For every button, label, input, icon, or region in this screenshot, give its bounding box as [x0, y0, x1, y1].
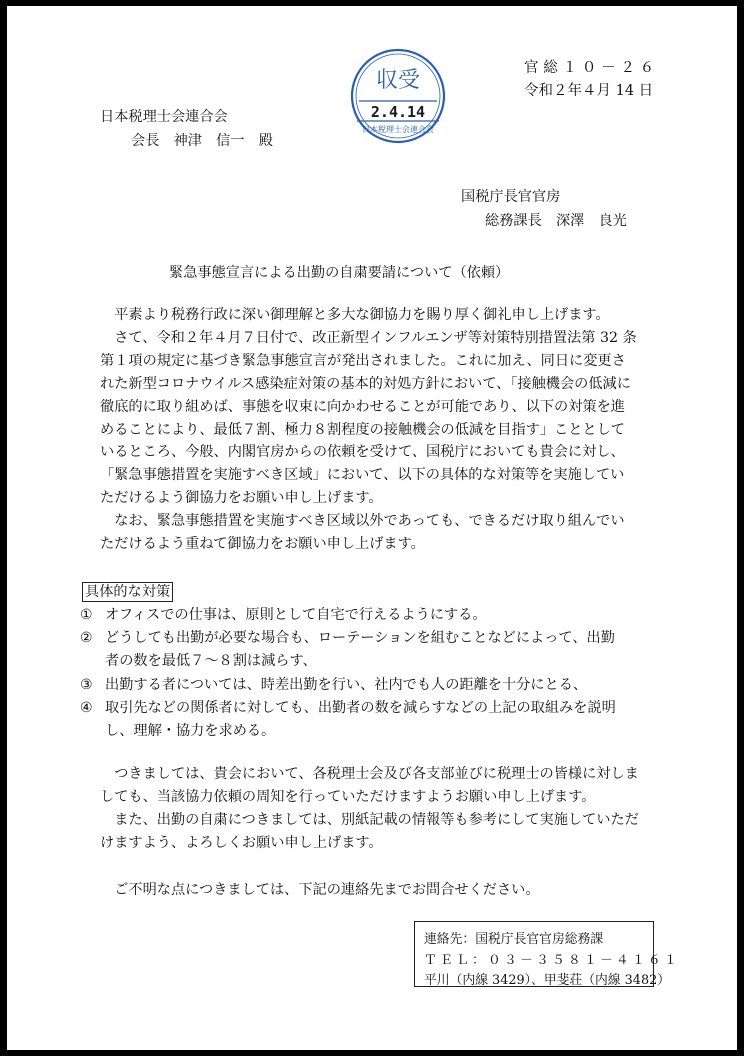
- stamp-top-text: 収受: [375, 68, 421, 93]
- closing-line: また、出勤の自粛につきましては、別紙記載の情報等も参考にして実施していただ: [100, 811, 639, 828]
- inquiry-text: [100, 879, 660, 902]
- recipient-honorific: 殿: [258, 133, 273, 149]
- body-line: れた新型コロナウイルス感染症対策の基本的対処方針において、「接触機会の低減に: [100, 375, 631, 392]
- measure-text: 出勤する者については、時差出勤を行い、社内でも人の距離を十分にとる、: [105, 676, 588, 693]
- body-line: 平素より税務行政に深い御理解と多大な御協力を賜り厚く御礼申し上げます。: [100, 307, 610, 323]
- measure-item: [80, 674, 670, 697]
- document-page: [7, 6, 737, 1050]
- body-line: いるところ、今般、内閣官房からの依頼を受けて、国税庁においても貴会に対し、: [100, 444, 625, 461]
- measure-item: [80, 604, 670, 627]
- recipient-organization: 日本税理士会連合会: [100, 109, 228, 125]
- recipient-name: 神津 信一: [173, 133, 245, 149]
- contact-label: 連絡先：国税庁長官官房総務課: [424, 932, 604, 947]
- measure-text-continued: し、理解・協力を求める。: [105, 723, 276, 740]
- body-line: 第１項の規定に基づき緊急事態宣言が発出されました。これに加え、同日に変更さ: [100, 352, 626, 369]
- body-line: さて、令和２年４月７日付で、改正新型インフルエンザ等対策特別措置法第 32 条: [100, 329, 637, 346]
- stamp-date-text: 2.4.14: [370, 103, 426, 121]
- measure-item: [80, 627, 670, 673]
- body-line: なお、緊急事態措置を実施すべき区域以外であっても、できるだけ取り組んでい: [100, 513, 625, 530]
- body-line: 「緊急事態措置を実施すべき区域」において、以下の具体的な対策等を実施してい: [100, 467, 625, 484]
- recipient-line: [131, 131, 273, 151]
- contact-persons: 平川（内線 3429）、甲斐荘（内線 3482）: [424, 973, 671, 988]
- body-line: ただけるよう重ねて御協力をお願い申し上げます。: [100, 536, 425, 553]
- measure-text: 取引先などの関係者に対しても、出勤者の数を減らすなどの上記の取組みを説明: [105, 699, 616, 716]
- measure-text-continued: 者の数を最低７～８割は減らす、: [105, 653, 317, 670]
- stamp-bottom-text: 日本税理士会連合会: [362, 125, 434, 134]
- measures-list: [80, 604, 670, 743]
- closing-line: つきましては、貴会において、各税理士会及び各支部並びに税理士の皆様に対しま: [100, 766, 639, 782]
- measure-number: ①: [80, 607, 93, 623]
- body-line: ただけるよう御協力をお願い申し上げます。: [100, 490, 383, 507]
- measure-number: ④: [80, 699, 93, 716]
- sender-department: 国税庁長官官房: [461, 189, 561, 205]
- inquiry-line: ご不明な点につきましては、下記の連絡先までお問合せください。: [100, 882, 540, 898]
- contact-box: [414, 921, 680, 988]
- document-date: 令和２年４月 14 日: [524, 83, 654, 99]
- sender-name: 総務課長 深澤 良光: [485, 213, 627, 229]
- body-paragraph: [100, 304, 660, 556]
- document-title: 緊急事態宣言による出勤の自粛要請について（依頼）: [169, 265, 510, 281]
- measure-item: [80, 697, 670, 743]
- measure-number: ②: [80, 630, 93, 647]
- closing-line: しても、当該協力依頼の周知を行っていただけますようお願い申し上げます。: [100, 788, 596, 805]
- closing-line: けますよう、よろしくお願い申し上げます。: [100, 834, 383, 851]
- measure-text: オフィスでの仕事は、原則として自宅で行えるようにする。: [105, 607, 487, 623]
- document-number: 官総１０－２６: [524, 60, 660, 76]
- measures-heading: 具体的な対策: [82, 582, 173, 602]
- received-stamp: [349, 47, 447, 145]
- recipient-title: 会長: [131, 133, 160, 149]
- measure-number: ③: [80, 676, 93, 693]
- measure-text: どうしても出勤が必要な場合も、ローテーションを組むことなどによって、出勤: [105, 630, 615, 647]
- contact-phone: ＴＥＬ：０３－３５８１－４１６１: [424, 952, 680, 968]
- closing-paragraph: [100, 763, 660, 855]
- body-line: めることにより、最低７割、極力８割程度の接触機会の低減を目指す」こととして: [100, 421, 625, 438]
- body-line: 徹底的に取り組めば、事態を収束に向かわせることが可能であり、以下の対策を進: [100, 398, 625, 415]
